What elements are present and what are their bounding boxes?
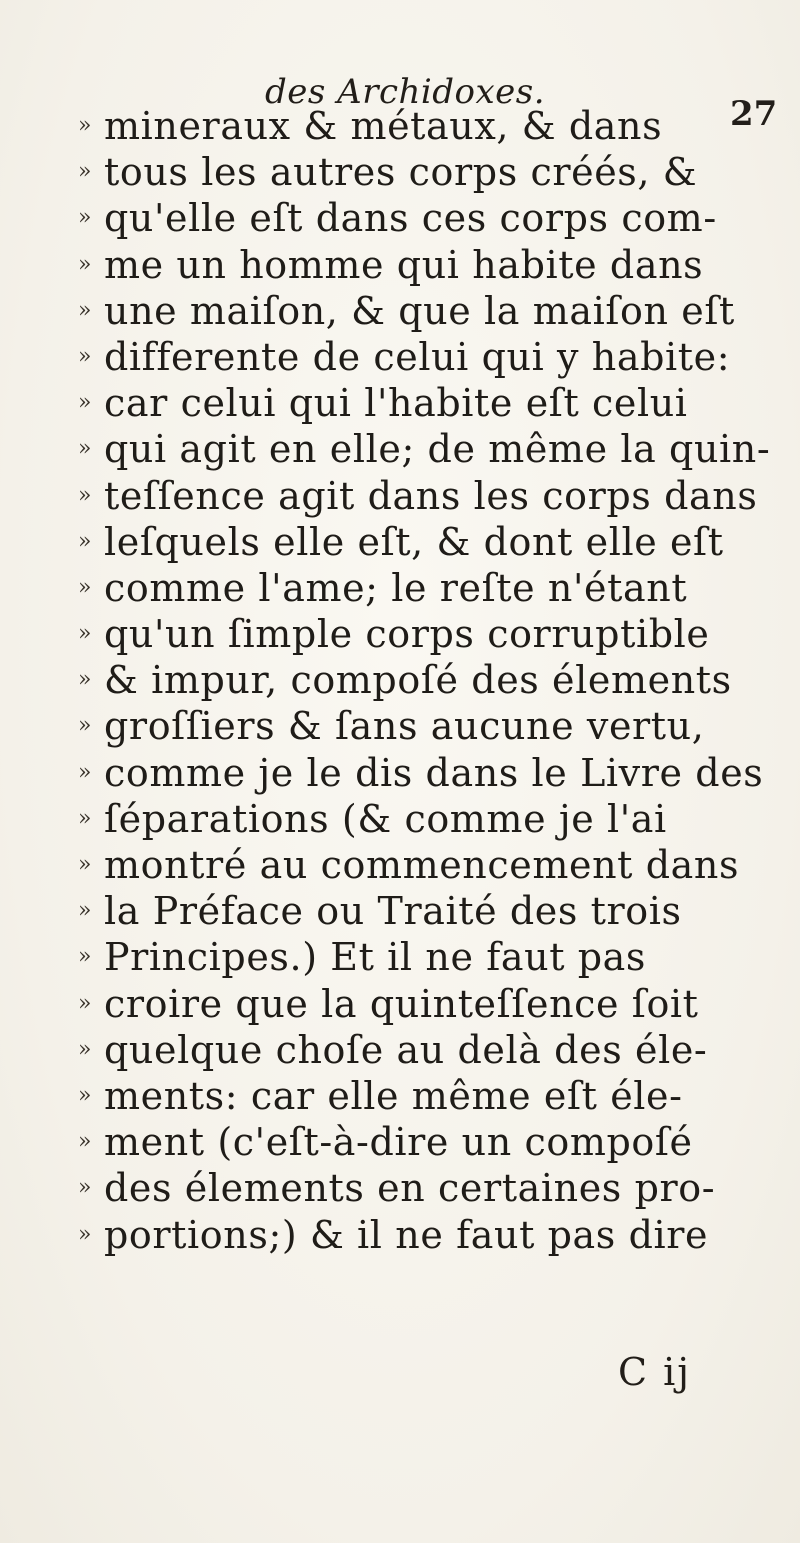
line-text: montré au commencement dans bbox=[104, 843, 740, 887]
line-text: qu'elle eſt dans ces corps com- bbox=[104, 196, 717, 241]
line-text: ments: car elle même eſt éle- bbox=[104, 1073, 683, 1118]
text-line bbox=[78, 1027, 778, 1073]
text-line bbox=[78, 934, 778, 980]
text-line bbox=[78, 195, 778, 241]
text-line bbox=[78, 1165, 778, 1211]
signature-mark: C ij bbox=[618, 1350, 692, 1394]
quotation-mark: » bbox=[78, 990, 92, 1016]
quotation-mark: » bbox=[78, 944, 92, 970]
quotation-mark: » bbox=[78, 528, 92, 554]
line-text: portions;) & il ne faut pas dire bbox=[104, 1212, 709, 1257]
text-line bbox=[78, 981, 778, 1027]
quotation-mark: » bbox=[78, 713, 92, 739]
text-line bbox=[78, 611, 778, 657]
quotation-mark: » bbox=[78, 805, 92, 831]
quotation-mark: » bbox=[78, 621, 92, 647]
quotation-mark: » bbox=[78, 482, 92, 508]
text-line bbox=[78, 750, 778, 796]
line-text: tous les autres corps créés, & bbox=[104, 150, 698, 195]
quotation-mark: » bbox=[78, 1082, 92, 1108]
line-text: qui agit en elle; de même la quin- bbox=[104, 427, 771, 472]
text-line bbox=[78, 888, 778, 934]
quotation-mark: » bbox=[78, 667, 92, 693]
line-text: mineraux & métaux, & dans bbox=[104, 104, 663, 148]
quotation-mark: » bbox=[78, 205, 92, 231]
text-line bbox=[78, 703, 778, 749]
text-line bbox=[78, 103, 778, 149]
body-text bbox=[78, 103, 778, 1258]
running-head: des Archidoxes. bbox=[265, 72, 546, 112]
text-line bbox=[78, 473, 778, 519]
line-text: groſſiers & ſans aucune vertu, bbox=[104, 704, 705, 749]
quotation-mark: » bbox=[78, 297, 92, 323]
text-line bbox=[78, 334, 778, 380]
quotation-mark: » bbox=[78, 159, 92, 185]
line-text: ſéparations (& comme je l'ai bbox=[104, 796, 667, 841]
text-line bbox=[78, 565, 778, 611]
text-line bbox=[78, 796, 778, 842]
line-text: Principes.) Et il ne faut pas bbox=[104, 935, 647, 980]
quotation-mark: » bbox=[78, 574, 92, 600]
quotation-mark: » bbox=[78, 390, 92, 416]
quotation-mark: » bbox=[78, 1129, 92, 1155]
quotation-mark: » bbox=[78, 113, 92, 138]
line-text: me un homme qui habite dans bbox=[104, 242, 704, 287]
text-line bbox=[78, 242, 778, 288]
line-text: la Préface ou Traité des trois bbox=[104, 889, 682, 934]
line-text: ment (c'eſt-à-dire un compoſé bbox=[104, 1120, 693, 1165]
quotation-mark: » bbox=[78, 1175, 92, 1201]
quotation-mark: » bbox=[78, 852, 92, 877]
quotation-mark: » bbox=[78, 343, 92, 369]
line-text: quelque choſe au delà des éle- bbox=[104, 1027, 708, 1072]
line-text: des élements en certaines pro- bbox=[104, 1166, 716, 1211]
quotation-mark: » bbox=[78, 1036, 92, 1062]
line-text: comme l'ame; le reſte n'étant bbox=[104, 565, 688, 610]
quotation-mark: » bbox=[78, 898, 92, 924]
quotation-mark: » bbox=[78, 436, 92, 462]
text-line bbox=[78, 842, 778, 888]
page-number: 27 bbox=[730, 94, 778, 134]
line-text: teſſence agit dans les corps dans bbox=[104, 473, 758, 518]
line-text: & impur, compoſé des élements bbox=[104, 658, 732, 703]
text-line bbox=[78, 426, 778, 472]
quotation-mark: » bbox=[78, 251, 92, 277]
text-line bbox=[78, 1119, 778, 1165]
line-text: car celui qui l'habite eſt celui bbox=[104, 381, 688, 426]
line-text: differente de celui qui y habite: bbox=[104, 334, 731, 379]
text-line bbox=[78, 288, 778, 334]
line-text: comme je le dis dans le Livre des bbox=[104, 750, 764, 795]
text-line bbox=[78, 1073, 778, 1119]
line-text: qu'un ſimple corps corruptible bbox=[104, 612, 710, 657]
text-line bbox=[78, 1212, 778, 1258]
line-text: une maiſon, & que la maiſon eſt bbox=[104, 288, 735, 333]
text-line bbox=[78, 380, 778, 426]
quotation-mark: » bbox=[78, 759, 92, 785]
line-text: croire que la quinteſſence ſoit bbox=[104, 981, 699, 1026]
text-line bbox=[78, 657, 778, 703]
text-line bbox=[78, 149, 778, 195]
quotation-mark: » bbox=[78, 1221, 92, 1247]
line-text: leſquels elle eſt, & dont elle eſt bbox=[104, 519, 724, 564]
text-line bbox=[78, 519, 778, 565]
